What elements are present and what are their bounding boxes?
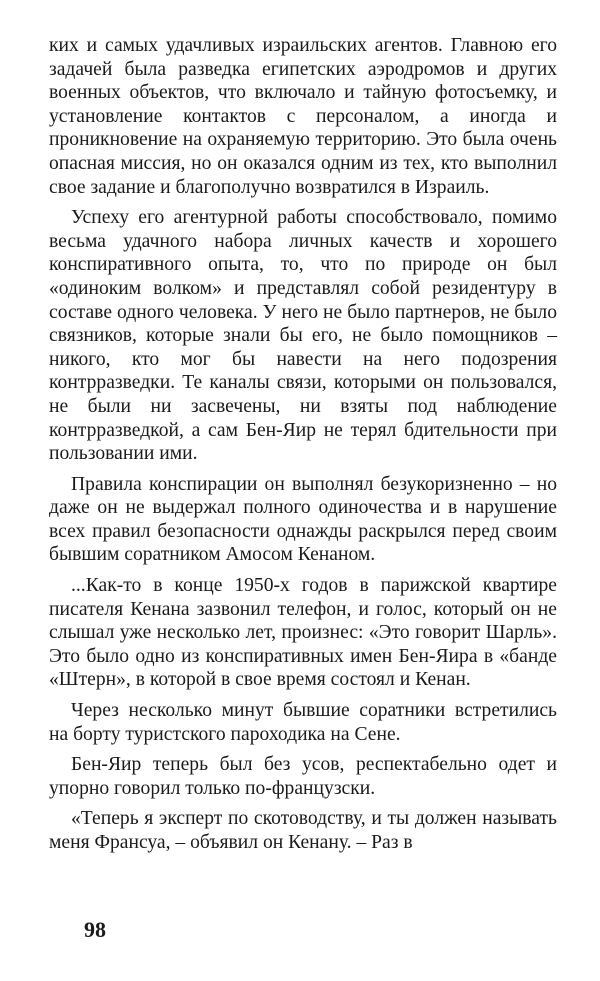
paragraph-4: ...Как-то в конце 1950-х годов в парижской квартире писателя Кенана зазвонил телефон, и голос, который он не слышал уже несколько лет, произнес: «Это говорит Шарль». Это было одно из конспиративных имен Бен-Яира в «банде «Штерн», в которой в свое время состоял и Кенан. — [49, 575, 557, 691]
paragraph-1: ких и самых удачливых израильских агентов. Главною его задачей была разведка египетских аэродромов и других военных объектов, что включало и тайную фотосъемку, и установление контактов с персоналом, а иногда и проникновение на охраняемую территорию. Это была очень опасная миссия, но он оказался одним из тех, кто выполнил свое задание и благополучно возвратился в Израиль. — [49, 35, 557, 198]
paragraph-2: Успеху его агентурной работы способствовало, помимо весьма удачного набора личных качеств и хорошего конспиративного опыта, то, что по природе он был «одиноким волком» и представлял собой резидентуру в составе одного человека. У него не было партнеров, не было связников, которые знали бы его, не было помощников – никого, кто мог бы навести на него подозрения контрразведки. Те каналы связи, которыми он пользовался, не были ни засвечены, ни взяты под наблюдение контрразведкой, а сам Бен-Яир не терял бдительности при пользовании ими. — [49, 207, 557, 465]
page-body — [49, 34, 557, 862]
paragraph-3: Правила конспирации он выполнял безукоризненно – но даже он не выдержал полного одиночества и в нарушение всех правил безопасности однажды раскрылся перед своим бывшим соратником Амосом Кенаном. — [49, 473, 557, 566]
paragraph-6: Бен-Яир теперь был без усов, респектабельно одет и упорно говорил только по-французски. — [49, 754, 557, 799]
paragraph-7: «Теперь я эксперт по скотоводству, и ты должен называть меня Франсуа, – объявил он Кенану. – Раз в — [49, 808, 557, 853]
paragraph-5: Через несколько минут бывшие соратники встретились на борту туристского пароходика на Сене. — [49, 700, 557, 745]
page-number: 98 — [84, 917, 106, 942]
